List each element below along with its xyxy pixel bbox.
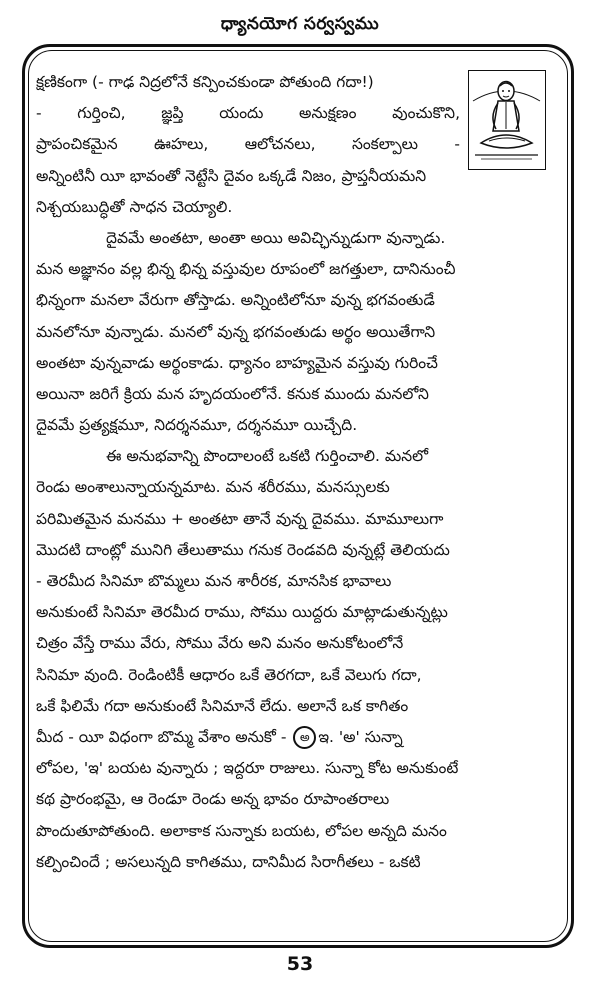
running-header: ధ్యానయోగ సర్వస్వము <box>220 14 380 34</box>
text-line: దైవమే ప్రత్యక్షమూ, నిదర్శనమూ, దర్శనమూ యిచ్చేది. <box>36 416 358 435</box>
text-line: అనుకుంటే సినిమా తెరమీద రాము, సోము యిద్దరు మాట్లాడుతున్నట్లు <box>36 603 448 622</box>
body-text <box>36 67 564 878</box>
text-line: నిశ్చయబుద్ధితో సాధన చెయ్యాలి. <box>36 197 233 216</box>
text-line-with-figure <box>36 722 564 753</box>
text-line: భిన్నంగా మనలా వేరుగా తోస్తాడు. అన్నింటిలోనూ వున్న భగవంతుడే <box>36 291 435 310</box>
text-line: సినిమా వుంది. రెండింటికీ ఆధారం ఒకే తెరగదా, ఒకే వెలుగు గదా, <box>36 665 422 684</box>
text-line: పరిమితమైన మనము + అంతటా తానే వున్న దైవము. మామూలుగా <box>36 509 444 528</box>
text-line: ప్రాపంచికమైన ఊహలు, ఆలోచనలు, సంకల్పాలు - <box>36 135 460 154</box>
text-line: చిత్రం వేస్తే రాము వేరు, సోము వేరు అని మనం అనుకోటంలోనే <box>36 634 404 653</box>
text-line: పొందుతూపోతుంది. అలాకాక సున్నాకు బయట, లోపల అన్నది మనం <box>36 821 447 840</box>
text-line: మొదటి దాంట్లో మునిగి తేలుతాము గనుక రెండవది వున్నట్లే తెలియదు <box>36 540 450 559</box>
text-line: దైవమే అంతటా, అంతా అయి అవిచ్ఛిన్నుడుగా వున్నాడు. <box>106 228 446 247</box>
text-line: అన్నింటినీ యీ భావంతో నెట్టేసి దైవం ఒక్కడే నిజం, ప్రాప్తనీయమని <box>36 166 427 185</box>
text-line: అంతటా వున్నవాడు అర్థంకాడు. ధ్యానం బాహ్యమైన వస్తువు గురించే <box>36 353 438 372</box>
text-line: - తెరమీద సినిమా బొమ్మలు మన శారీరక, మానసిక భావాలు <box>36 572 392 590</box>
text-line: అయినా జరిగే క్రియ మన హృదయంలోనే. కనుక ముందు మనలోని <box>36 384 429 403</box>
text-line: ఈ అనుభవాన్ని పొందాలంటే ఒకటి గుర్తించాలి. మనలో <box>106 447 429 466</box>
text-line: - గుర్తించి, జ్ఞప్తి యందు అనుక్షణం వుంచుకొని, <box>36 104 460 123</box>
text-line: మనలోనూ వున్నాడు. మనలో వున్న భగవంతుడు అర్థం అయితేగాని <box>36 322 436 341</box>
text-line: రెండు అంశాలున్నాయన్నమాట. మన శరీరము, మనస్సులకు <box>36 478 390 497</box>
figure-caption: ఇ. 'అ' సున్నా <box>318 727 403 746</box>
text-line: కల్పించిందే ; అసలున్నది కాగితము, దానిమీద సిరాగీతలు - ఒకటి <box>36 852 421 871</box>
text-line: మన అజ్ఞానం వల్ల భిన్న భిన్న వస్తువుల రూపంలో జగత్తులా, దానినుంచీ <box>36 260 456 279</box>
text-line: మీద - యీ విధంగా బొమ్మ వేశాం అనుకో - <box>36 727 287 746</box>
text-line: కథ ప్రారంభమై, ఆ రెండూ రెండు అన్న భావం రూపాంతరాలు <box>36 790 390 809</box>
text-line: లోపల, 'ఇ' బయట వున్నారు ; ఇద్దరూ రాజులు. సున్నా కోట అనుకుంటే <box>36 759 459 778</box>
circled-letter-figure: అ <box>293 726 316 749</box>
text-line: క్షణికంగా (- గాఢ నిద్రలోనే కన్పించకుండా పోతుంది గదా!) <box>36 73 374 91</box>
text-line: ఒకే ఫిలిమే గదా అనుకుంటే సినిమానే లేదు. అలానే ఒక కాగితం <box>36 696 409 715</box>
page-number: 53 <box>286 953 314 975</box>
